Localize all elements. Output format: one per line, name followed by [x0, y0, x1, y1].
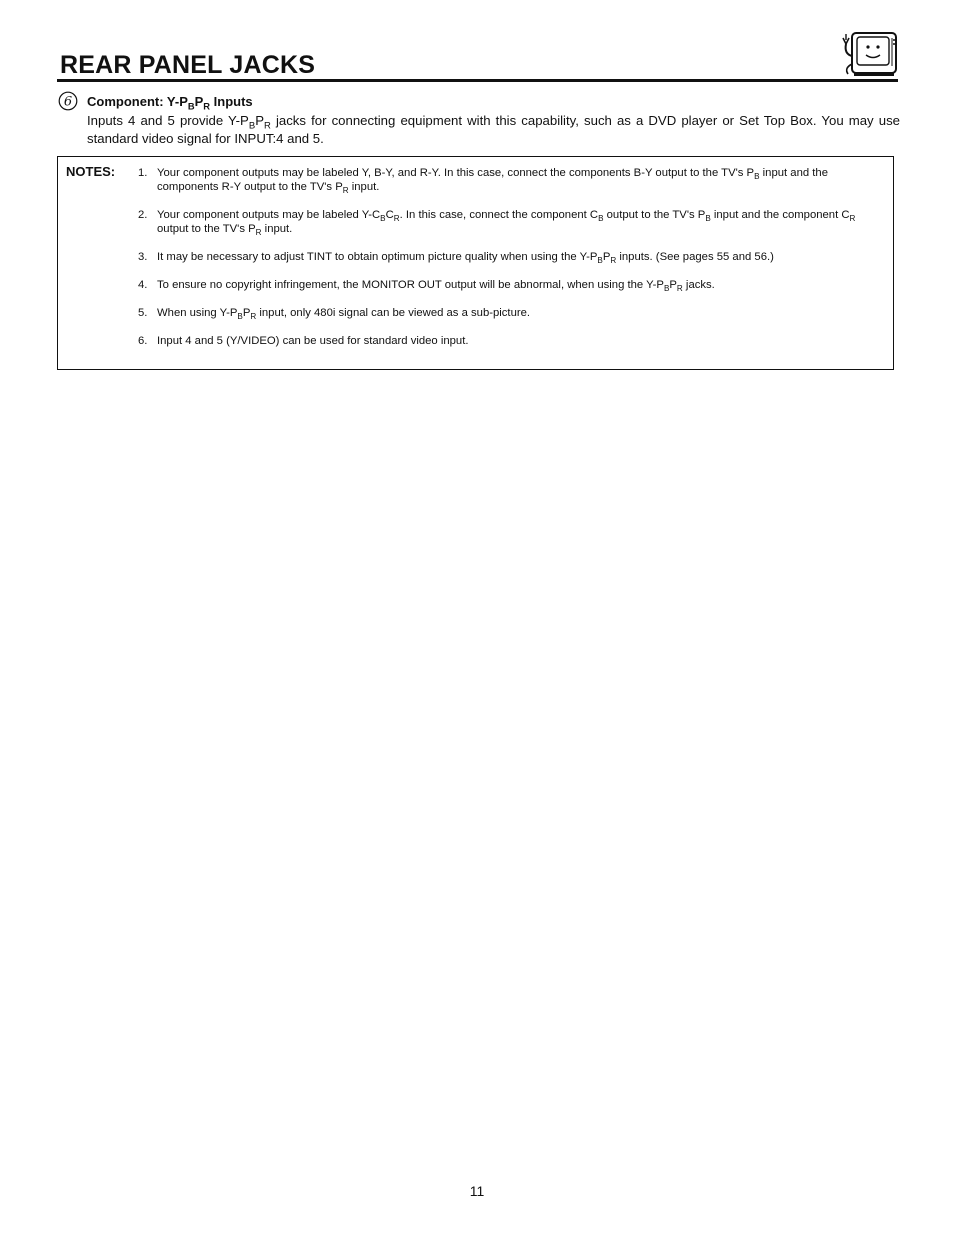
svg-text:6: 6 — [63, 94, 73, 110]
section-body: Inputs 4 and 5 provide $Y-P_BP_R$ jacks for connecting equipment with this capability, such as a DVD player or Set Top Box. You may use standard video signal for INPUT:4 and 5. — [87, 113, 901, 146]
page-title: REAR PANEL JACKS — [60, 51, 316, 79]
note-number: 5. — [138, 307, 148, 319]
tv-mascot-icon — [838, 28, 900, 78]
circled-six-icon — [58, 91, 78, 111]
note-number: 6. — [138, 335, 148, 347]
note-number: 4. — [138, 279, 148, 291]
note-number: 3. — [138, 251, 148, 263]
note-number: 2. — [138, 209, 148, 221]
note-text: To ensure no copyright infringement, the MONITOR OUT output will be abnormal, when using the $Y-P_BP_R$ jacks. — [157, 279, 715, 293]
note-text: Your component outputs may be labeled Y, B-Y, and R-Y. In this case, connect the components B-Y output to the TV's $P_B$ input and the components R-Y output to the TV's $P_R$ input. — [157, 167, 828, 195]
note-text: When using $Y-P_BP_R$ input, only 480i signal can be viewed as a sub-picture. — [157, 307, 531, 321]
note-number: 1. — [138, 167, 148, 179]
notes-label: NOTES: — [66, 164, 116, 179]
note-text: It may be necessary to adjust TINT to obtain optimum picture quality when using the $Y-P_BP_R$ inputs. (See pages 55 and 56.) — [157, 251, 774, 265]
section-heading: Component: $Y-P_BP_R$ Inputs — [87, 94, 253, 112]
title-rule — [57, 79, 898, 82]
note-text: Input 4 and 5 (Y/VIDEO) can be used for standard video input. — [157, 335, 469, 347]
page-number: 11 — [469, 1183, 485, 1199]
note-text: Your component outputs may be labeled $Y-C_BC_R$. In this case, connect the component $C_B$ output to the TV's $P_B$ input and the component $C_R$ output to the TV's $P_R$ input. — [157, 209, 856, 237]
notes-box — [57, 156, 894, 370]
